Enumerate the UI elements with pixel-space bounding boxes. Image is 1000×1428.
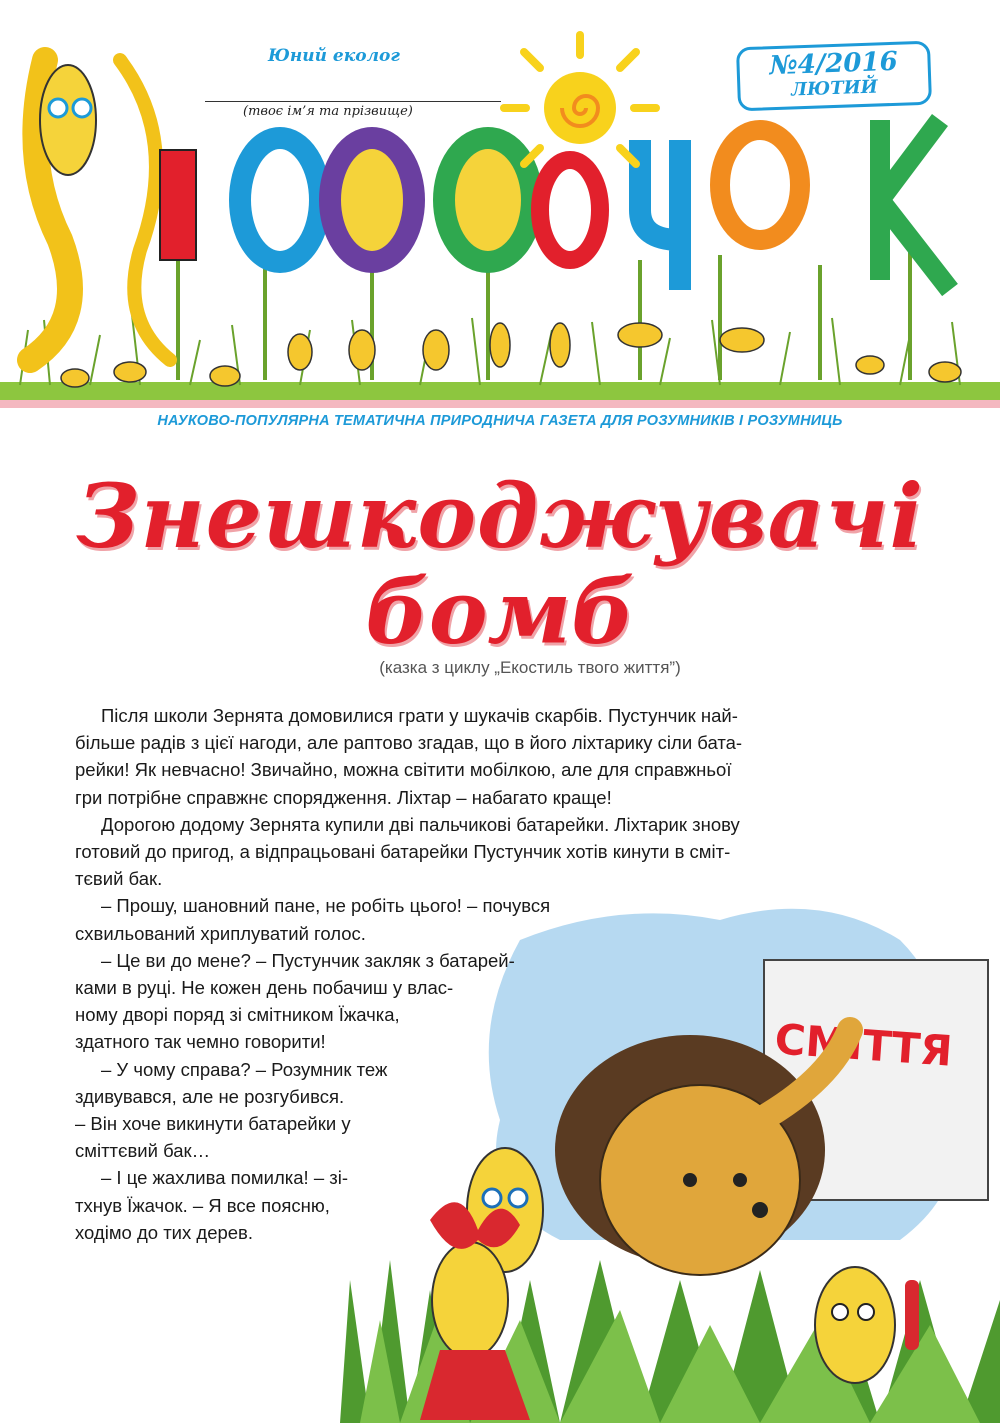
issue-month: ЛЮТИЙ bbox=[790, 76, 879, 101]
name-hint: (твоє ім’я та прізвище) bbox=[243, 104, 413, 119]
masthead bbox=[0, 0, 1000, 420]
story-line: гри потрібне справжнє спорядження. Ліхтар – набагато краще! bbox=[75, 786, 612, 808]
issue-box bbox=[736, 41, 932, 112]
grain-character-right bbox=[815, 1267, 895, 1383]
article-subtitle: (казка з циклу „Екостиль твого життя”) bbox=[379, 658, 681, 677]
hedgehog-nose bbox=[752, 1202, 768, 1218]
story-line: ками в руці. Не кожен день побачиш у влас- bbox=[75, 977, 454, 999]
grain-eye-2 bbox=[858, 1304, 874, 1320]
story-line: більше радів з цієї нагоди, але раптово згадав, що в його ліхтарику сіли бата- bbox=[75, 732, 743, 754]
issue-number: №4/2016 bbox=[768, 46, 899, 82]
article-title-line1: Знешкоджувачі bbox=[76, 464, 924, 568]
story-line: – У чому справа? – Розумник теж bbox=[101, 1058, 388, 1080]
wheat-mascot-head bbox=[40, 65, 96, 175]
logo-letters bbox=[160, 120, 950, 290]
mascot-glasses-icon-2 bbox=[73, 99, 91, 117]
name-line bbox=[205, 101, 501, 102]
tagline: НАУКОВО-ПОПУЛЯРНА ТЕМАТИЧНА ПРИРОДНИЧА ГАЗЕТА ДЛЯ РОЗУМНИКІВ І РОЗУМНИЦЬ bbox=[157, 413, 843, 429]
story-line: Після школи Зернята домовилися грати у шукачів скарбів. Пустунчик най- bbox=[101, 705, 738, 726]
story-line: готовий до пригод, а відпрацьовані батарейки Пустунчик хотів кинути в сміт- bbox=[75, 841, 731, 863]
mascot-glasses-icon bbox=[49, 99, 67, 117]
story-line: – І це жахлива помилка! – зі- bbox=[101, 1167, 349, 1189]
article-title-line2: бомб bbox=[365, 560, 635, 664]
story-line: Дорогою додому Зернята купили дві пальчикові батарейки. Ліхтарик знову bbox=[101, 813, 740, 835]
grain-character-girl bbox=[432, 1242, 508, 1358]
story-line: тхнув Їжачок. – Я все поясню, bbox=[75, 1194, 330, 1216]
story-line: – Він хоче викинути батарейки у bbox=[75, 1113, 351, 1135]
masthead-subheading: Юний еколог bbox=[268, 46, 400, 66]
story-line: сміттєвий бак… bbox=[75, 1140, 211, 1162]
story-line: схвильований хриплуватий голос. bbox=[75, 922, 366, 944]
story-line: ходімо до тих дерев. bbox=[75, 1221, 254, 1243]
story-line: здатного так чемно говорити! bbox=[75, 1031, 326, 1053]
story-line: тєвий бак. bbox=[75, 868, 163, 890]
story-line: ному дворі поряд зі смітником Їжачка, bbox=[75, 1004, 400, 1026]
story-text bbox=[75, 702, 742, 1246]
story-line: – Прошу, шановний пане, не робіть цього! – почувся bbox=[101, 895, 551, 917]
story-line: здивувався, але не розгубився. bbox=[75, 1085, 345, 1107]
story-line: – Це ви до мене? – Пустунчик закляк з батарей- bbox=[101, 949, 515, 971]
trash-sign-text: СМІТТЯ bbox=[773, 1014, 955, 1076]
pink-border bbox=[0, 400, 1000, 408]
story-line: рейки! Як невчасно! Звичайно, можна світити мобілкою, але для справжньої bbox=[75, 759, 732, 781]
grain-eye bbox=[832, 1304, 848, 1320]
paint-roller-icon bbox=[905, 1280, 919, 1350]
